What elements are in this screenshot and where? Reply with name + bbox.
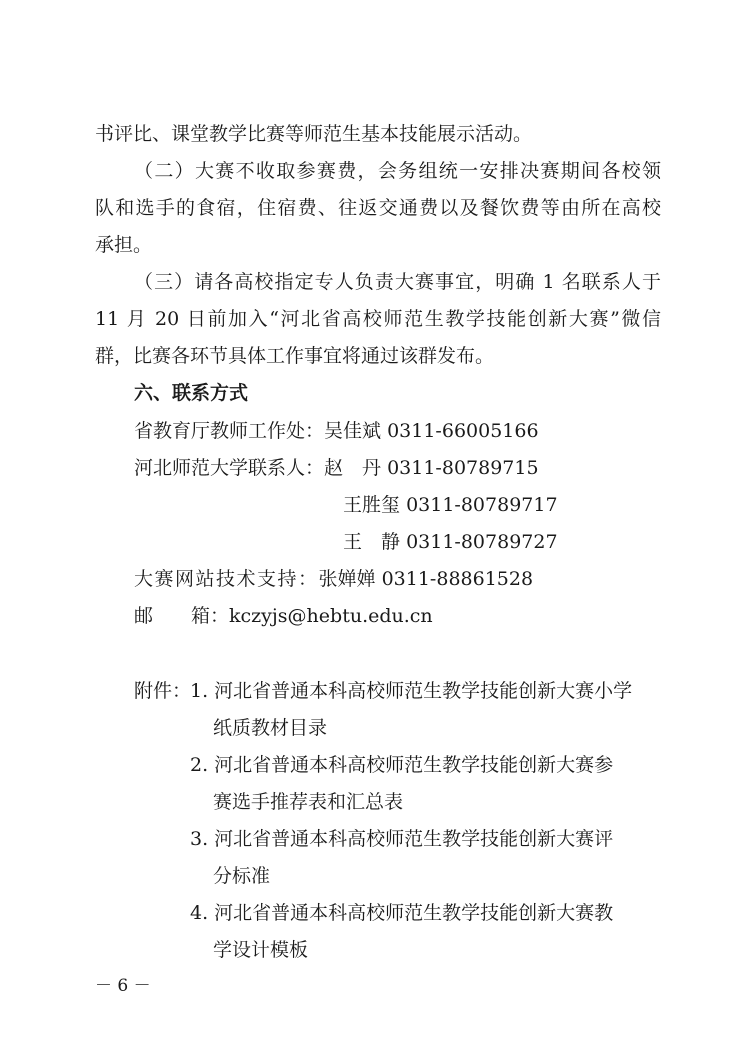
attachment-3-line-2: 分标准 [213,865,271,887]
paragraph-2-line-2: 队和选手的食宿，住宿费、往返交通费以及餐饮费等由所在高校 [95,197,661,219]
contact-label: 河北师范大学联系人： [134,457,325,479]
attachments-label: 附件： [134,680,192,702]
contact-row-1 [134,419,539,443]
page-number: － 6 － [95,976,151,996]
contact-label: 大赛网站技术支持： [134,568,319,590]
contact-name: 王 静 [343,531,401,553]
paragraph-1-end: 书评比、课堂教学比赛等师范生基本技能展示活动。 [95,123,533,145]
contact-email-row [134,604,433,628]
contact-label: 省教育厅教师工作处： [134,420,325,442]
contact-name: 赵 丹 [324,457,382,479]
contact-name: 王胜玺 [343,494,401,516]
section-heading-contact: 六、联系方式 [134,382,249,404]
email-label: 邮 箱： [134,605,230,627]
contact-row-3 [343,493,558,517]
attachment-4-line-1: 4. 河北省普通本科高校师范生教学技能创新大赛教 [190,902,614,924]
attachment-2-line-2: 赛选手推荐表和汇总表 [213,791,404,813]
paragraph-3-line-2: 11 月 20 日前加入“河北省高校师范生教学技能创新大赛”微信 [95,308,661,330]
contact-phone: 0311-66005166 [387,420,539,442]
attachment-4-line-2: 学设计模板 [213,939,309,961]
contact-row-5 [134,567,533,591]
contact-phone: 0311-88861528 [381,568,534,590]
attachment-2-line-1: 2. 河北省普通本科高校师范生教学技能创新大赛参 [190,754,614,776]
contact-phone: 0311-80789715 [387,457,539,479]
paragraph-3-line-1: （三）请各高校指定专人负责大赛事宜，明确 1 名联系人于 [134,271,661,293]
paragraph-2-line-3: 承担。 [95,234,153,256]
contact-name: 吴佳斌 [324,420,382,442]
contact-row-4 [343,530,558,554]
paragraph-3-line-3: 群，比赛各环节具体工作事宜将通过该群发布。 [95,345,495,367]
attachment-1-line-1: 1. 河北省普通本科高校师范生教学技能创新大赛小学 [190,680,633,702]
contact-name: 张婵婵 [318,568,376,590]
attachment-3-line-1: 3. 河北省普通本科高校师范生教学技能创新大赛评 [190,828,614,850]
attachment-1-line-2: 纸质教材目录 [213,717,328,739]
paragraph-2-line-1: （二）大赛不收取参赛费，会务组统一安排决赛期间各校领 [134,160,661,182]
contact-phone: 0311-80789727 [406,531,558,553]
contact-row-2 [134,456,539,480]
email-value: kczyjs@hebtu.edu.cn [229,605,433,627]
contact-phone: 0311-80789717 [406,494,558,516]
